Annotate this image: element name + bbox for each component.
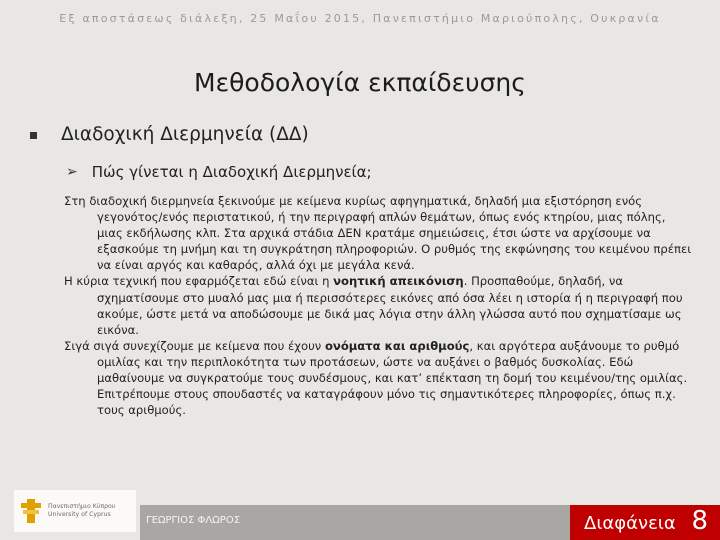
square-bullet-icon xyxy=(30,132,37,139)
bullet-level1 xyxy=(30,124,309,145)
paragraph-3-text-before: Σιγά σιγά συνεχίζουμε με κείμενα που έχουν xyxy=(64,338,325,353)
paragraph-3-text-after: , και αργότερα αυξάνουμε το ρυθμό ομιλίας και την περιπλοκότητα των προτάσεων, ώστε να αυξάνει ο βαθμός δυσκολίας. Εδώ μαθαίνουμε να συγκρατούμε τους συνδέσμους, και κατ’ επέκταση τη δομή του κειμένου/της ομιλίας. Επιτρέπουμε στους σπουδαστές να καταγράφουν μόνο τις σημαντικότερες πληροφορίες, όπως π.χ. τους αριθμούς. xyxy=(97,338,688,418)
paragraph-1-text: Στη διαδοχική διερμηνεία ξεκινούμε με κείμενα κυρίως αφηγηματικά, δηλαδή μια εξιστόρηση ενός γεγονότος/ενός περιστατικού, ή την περιγραφή απλών θεμάτων, όπως ενός κτηρίου, μιας πόλης, μιας εκδήλωσης κλπ. Στα αρχικά στάδια ΔΕΝ κρατάμε σημειώσεις, έτσι ώστε να αρχίσουμε να εξασκούμε τη μνήμη και τη συγκράτηση πληροφοριών. Ο ρυθμός της εκφώνησης του κειμένου πρέπει να είναι αργός και καθαρός, αλλά όχι με μεγάλα κενά. xyxy=(64,194,692,273)
paragraph-2-text-after: . Προσπαθούμε, δηλαδή, να σχηματίσουμε στο μυαλό μας μια ή περισσότερες εικόνες από όσα λέει η ιστορία ή η περιγραφή που ακούμε, ώστε μετά να αποδώσουμε με δικά μας λόγια στην άλλη γλώσσα αυτό που σχηματίσαμε ως εικόνα. xyxy=(97,274,683,337)
paragraph-2-text-before: Η κύρια τεχνική που εφαρμόζεται εδώ είναι η xyxy=(64,274,334,289)
university-emblem-icon xyxy=(18,496,44,526)
arrow-bullet-icon: ➢ xyxy=(66,164,78,180)
paragraph-3-bold-term: ονόματα και αριθμούς xyxy=(324,338,470,353)
body-text xyxy=(64,193,694,418)
slide-number: 8 xyxy=(691,506,708,536)
bullet-level2 xyxy=(66,163,372,181)
slide-title: Μεθοδολογία εκπαίδευσης xyxy=(194,68,526,97)
footer-bar xyxy=(140,505,720,540)
slide-number-box xyxy=(570,505,720,540)
paragraph-1 xyxy=(64,193,694,273)
paragraph-2 xyxy=(64,273,694,337)
footer-author-area xyxy=(140,505,570,540)
bullet-level2-text: Πώς γίνεται η Διαδοχική Διερμηνεία; xyxy=(91,163,372,181)
university-logo xyxy=(14,490,136,532)
logo-line-english: University of Cyprus xyxy=(48,511,111,518)
lecture-header-note: Εξ αποστάσεως διάλεξη, 25 Μαΐου 2015, Πανεπιστήμιο Μαριούπολης, Ουκρανία xyxy=(59,12,661,25)
slide-label: Διαφάνεια xyxy=(584,513,676,534)
author-name: ΓΕΩΡΓΙΟΣ ΦΛΩΡΟΣ xyxy=(146,515,241,526)
paragraph-3 xyxy=(64,338,694,418)
paragraph-2-bold-term: νοητική απεικόνιση xyxy=(333,274,464,289)
bullet-level1-text: Διαδοχική Διερμηνεία (ΔΔ) xyxy=(61,124,309,145)
logo-text xyxy=(48,503,115,519)
logo-line-greek: Πανεπιστήμιο Κύπρου xyxy=(48,503,116,510)
